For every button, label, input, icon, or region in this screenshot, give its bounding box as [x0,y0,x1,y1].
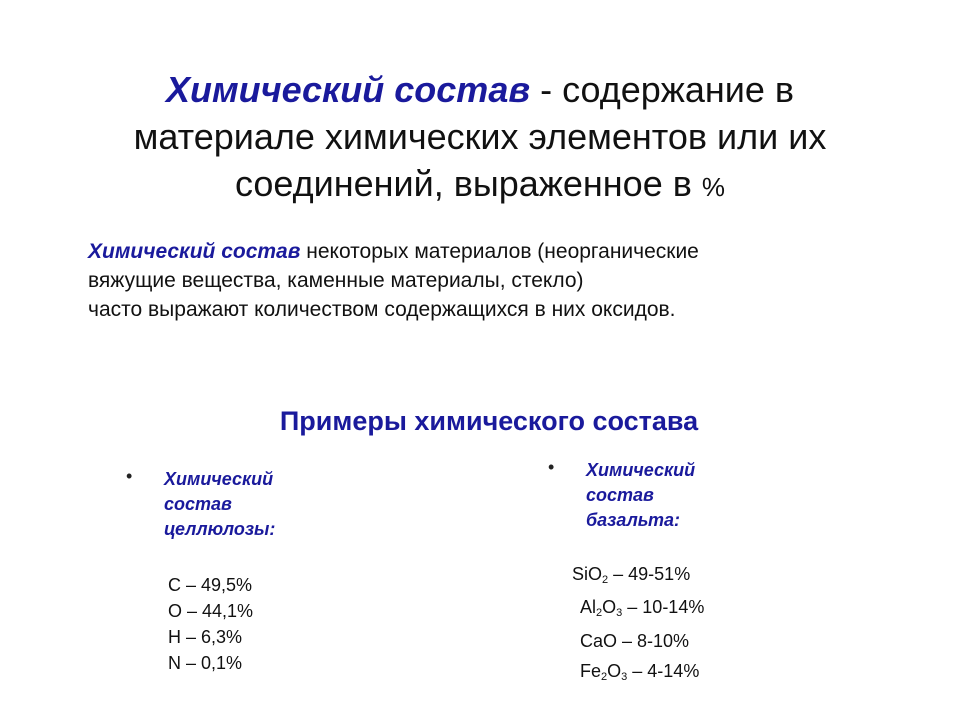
formula-value: – 8-10% [617,631,690,651]
basalt-item-sio2 [572,561,690,587]
formula-subscript: 2 [596,607,603,619]
basalt-item-al2o3 [580,594,704,620]
composition-item: Н – 6,3% [168,627,243,647]
formula-subscript: 3 [621,671,628,683]
basalt-label-line: Химический [586,460,696,480]
cellulose-label-line: состав [164,494,232,514]
composition-item: С – 49,5% [168,575,253,595]
formula-value: – 4-14% [627,661,700,681]
composition-item: N – 0,1% [168,653,243,673]
cellulose-label [164,467,275,542]
intro-term: Химический состав [88,240,301,263]
composition-item: О – 44,1% [168,601,254,621]
formula-part: Fe [580,661,602,681]
formula-part: Al [580,597,597,617]
cellulose-composition-list [168,572,253,676]
basalt-bullet: • [548,457,555,477]
formula-value: – 10-14% [622,597,705,617]
formula-part: CaO [580,631,618,651]
formula-subscript: 2 [602,574,609,586]
title-separator: - [530,69,563,110]
basalt-label [586,458,695,533]
cellulose-label-line: Химический [164,469,274,489]
formula-part: O [607,661,622,681]
formula-value: – 49-51% [608,564,691,584]
formula-subscript: 3 [616,607,623,619]
title-definition-line1: содержание в [562,69,795,110]
basalt-label-line: состав [586,485,654,505]
title-percent: % [701,172,725,202]
formula-part: O [602,597,617,617]
cellulose-bullet: • [126,466,133,486]
slide-title [80,66,880,211]
intro-line2: вяжущие вещества, каменные материалы, стекло) [88,269,584,292]
basalt-item-fe2o3 [580,658,699,684]
intro-line3: часто выражают количеством содержащихся в них оксидов. [88,298,676,321]
intro-line1: некоторых материалов (неорганические [300,240,699,263]
examples-heading: Примеры химического состава [279,406,699,436]
intro-paragraph [88,237,888,324]
formula-subscript: 2 [601,671,608,683]
cellulose-label-line: целлюлозы: [164,519,276,539]
basalt-item-cao [580,628,689,654]
title-definition-line3: соединений, выраженное в [235,163,692,204]
title-definition-line2: материале химических элементов или их [133,116,827,157]
title-term: Химический состав [165,69,531,110]
basalt-label-line: базальта: [586,510,681,530]
formula-part: SiO [572,564,603,584]
